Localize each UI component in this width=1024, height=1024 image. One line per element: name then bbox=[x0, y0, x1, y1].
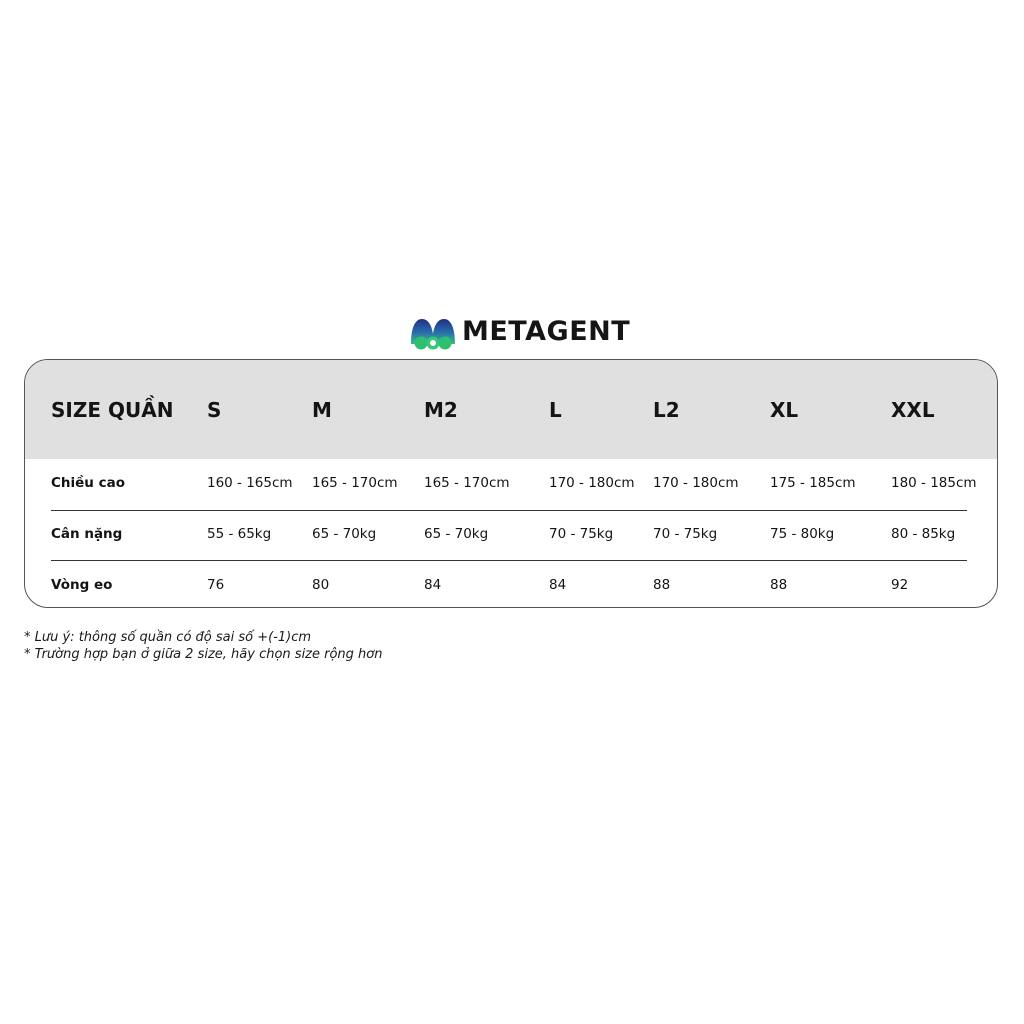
header-size-m2: M2 bbox=[424, 398, 458, 422]
note-tolerance: * Lưu ý: thông số quần có độ sai số +(-1)cm bbox=[24, 630, 312, 645]
table-cell: 75 - 80kg bbox=[770, 526, 835, 542]
table-cell: 88 bbox=[770, 577, 788, 593]
header-title: SIZE QUẦN bbox=[51, 398, 174, 422]
table-cell: 180 - 185cm bbox=[891, 475, 977, 491]
table-cell: 165 - 170cm bbox=[424, 475, 510, 491]
table-cell: 165 - 170cm bbox=[312, 475, 398, 491]
header-size-l2: L2 bbox=[653, 398, 680, 422]
note-between-sizes: * Trường hợp bạn ở giữa 2 size, hãy chọn size rộng hơn bbox=[24, 647, 383, 662]
row-label-height: Chiều cao bbox=[51, 475, 125, 491]
row-label-weight: Cân nặng bbox=[51, 526, 123, 542]
table-cell: 55 - 65kg bbox=[207, 526, 272, 542]
table-cell: 76 bbox=[207, 577, 225, 593]
header-size-s: S bbox=[207, 398, 222, 422]
header-size-xl: XL bbox=[770, 398, 799, 422]
table-cell: 92 bbox=[891, 577, 909, 593]
table-cell: 80 bbox=[312, 577, 330, 593]
row-divider bbox=[51, 510, 967, 511]
table-cell: 170 - 180cm bbox=[653, 475, 739, 491]
table-cell: 65 - 70kg bbox=[424, 526, 489, 542]
header-size-l: L bbox=[549, 398, 562, 422]
header-size-m: M bbox=[312, 398, 332, 422]
table-cell: 160 - 165cm bbox=[207, 475, 293, 491]
size-notes bbox=[24, 629, 383, 663]
brand-name: METAGENT bbox=[462, 316, 631, 347]
table-cell: 170 - 180cm bbox=[549, 475, 635, 491]
header-size-xxl: XXL bbox=[891, 398, 935, 422]
table-header-row bbox=[25, 360, 997, 459]
row-label-waist: Vòng eo bbox=[51, 577, 113, 593]
table-cell: 175 - 185cm bbox=[770, 475, 856, 491]
table-cell: 70 - 75kg bbox=[653, 526, 718, 542]
size-table bbox=[24, 359, 998, 608]
table-cell: 84 bbox=[424, 577, 442, 593]
metagent-logo-icon bbox=[408, 314, 458, 350]
row-divider bbox=[51, 560, 967, 561]
table-cell: 88 bbox=[653, 577, 671, 593]
table-cell: 65 - 70kg bbox=[312, 526, 377, 542]
table-cell: 80 - 85kg bbox=[891, 526, 956, 542]
table-cell: 70 - 75kg bbox=[549, 526, 614, 542]
brand-header bbox=[408, 312, 630, 352]
table-cell: 84 bbox=[549, 577, 567, 593]
